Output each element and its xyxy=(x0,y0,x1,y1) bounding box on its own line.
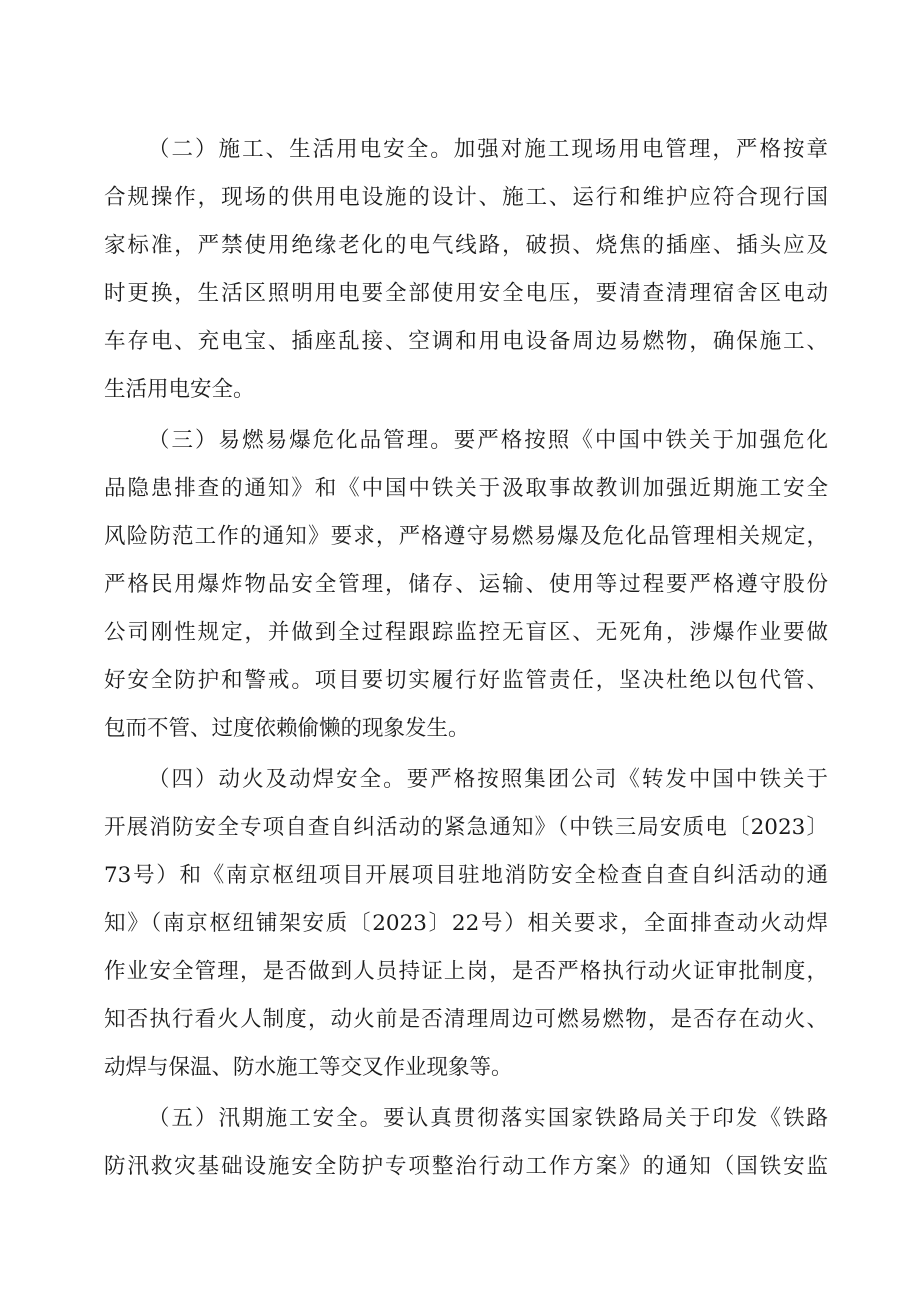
paragraph-line: 生活用电安全。 xyxy=(104,377,255,402)
document-body xyxy=(104,126,828,1194)
paragraph-line: 品隐患排查的通知》和《中国中铁关于汲取事故教训加强近期施工安全 xyxy=(104,476,828,501)
paragraph-flood-season-safety xyxy=(104,1095,828,1191)
paragraph-line: 作业安全管理，是否做到人员持证上岗，是否严格执行动火证审批制度， xyxy=(104,959,828,984)
paragraph-hazardous-chemicals xyxy=(104,417,828,753)
paragraph-line: 车存电、充电宝、插座乱接、空调和用电设备周边易燃物，确保施工、 xyxy=(104,329,828,354)
paragraph-line: 家标准，严禁使用绝缘老化的电气线路，破损、烧焦的插座、插头应及 xyxy=(104,233,828,258)
paragraph-line: 动焊与保温、防水施工等交叉作业现象等。 xyxy=(104,1055,513,1080)
paragraph-line: （五）汛期施工安全。要认真贯彻落实国家铁路局关于印发《铁路 xyxy=(148,1106,828,1131)
paragraph-line: （三）易燃易爆危化品管理。要严格按照《中国中铁关于加强危化 xyxy=(148,428,828,453)
paragraph-line: 严格民用爆炸物品安全管理，储存、运输、使用等过程要严格遵守股份 xyxy=(104,572,828,597)
paragraph-line: 知》（南京枢纽铺架安质〔2023〕22号）相关要求，全面排查动火动焊 xyxy=(104,911,828,936)
paragraph-hot-work-safety xyxy=(104,756,828,1092)
paragraph-line: 开展消防安全专项自查自纠活动的紧急通知》（中铁三局安质电〔2023〕 xyxy=(104,815,828,840)
paragraph-line: 合规操作，现场的供用电设施的设计、施工、运行和维护应符合现行国 xyxy=(104,185,828,210)
paragraph-electricity-safety xyxy=(104,126,828,414)
paragraph-line: （二）施工、生活用电安全。加强对施工现场用电管理，严格按章 xyxy=(148,137,828,162)
paragraph-line: 时更换，生活区照明用电要全部使用安全电压，要清查清理宿舍区电动 xyxy=(104,281,828,306)
paragraph-line: 知否执行看火人制度，动火前是否清理周边可燃易燃物，是否存在动火、 xyxy=(104,1007,828,1032)
paragraph-line: 73号）和《南京枢纽项目开展项目驻地消防安全检查自查自纠活动的通 xyxy=(104,863,828,888)
paragraph-line: 公司刚性规定，并做到全过程跟踪监控无盲区、无死角，涉爆作业要做 xyxy=(104,620,828,645)
paragraph-line: 好安全防护和警戒。项目要切实履行好监管责任，坚决杜绝以包代管、 xyxy=(104,668,828,693)
paragraph-line: 包而不管、过度依赖偷懒的现象发生。 xyxy=(104,716,470,741)
paragraph-line: （四）动火及动焊安全。要严格按照集团公司《转发中国中铁关于 xyxy=(148,767,828,792)
paragraph-line: 防汛救灾基础设施安全防护专项整治行动工作方案》的通知（国铁安监 xyxy=(104,1154,828,1179)
paragraph-line: 风险防范工作的通知》要求，严格遵守易燃易爆及危化品管理相关规定， xyxy=(104,524,828,549)
